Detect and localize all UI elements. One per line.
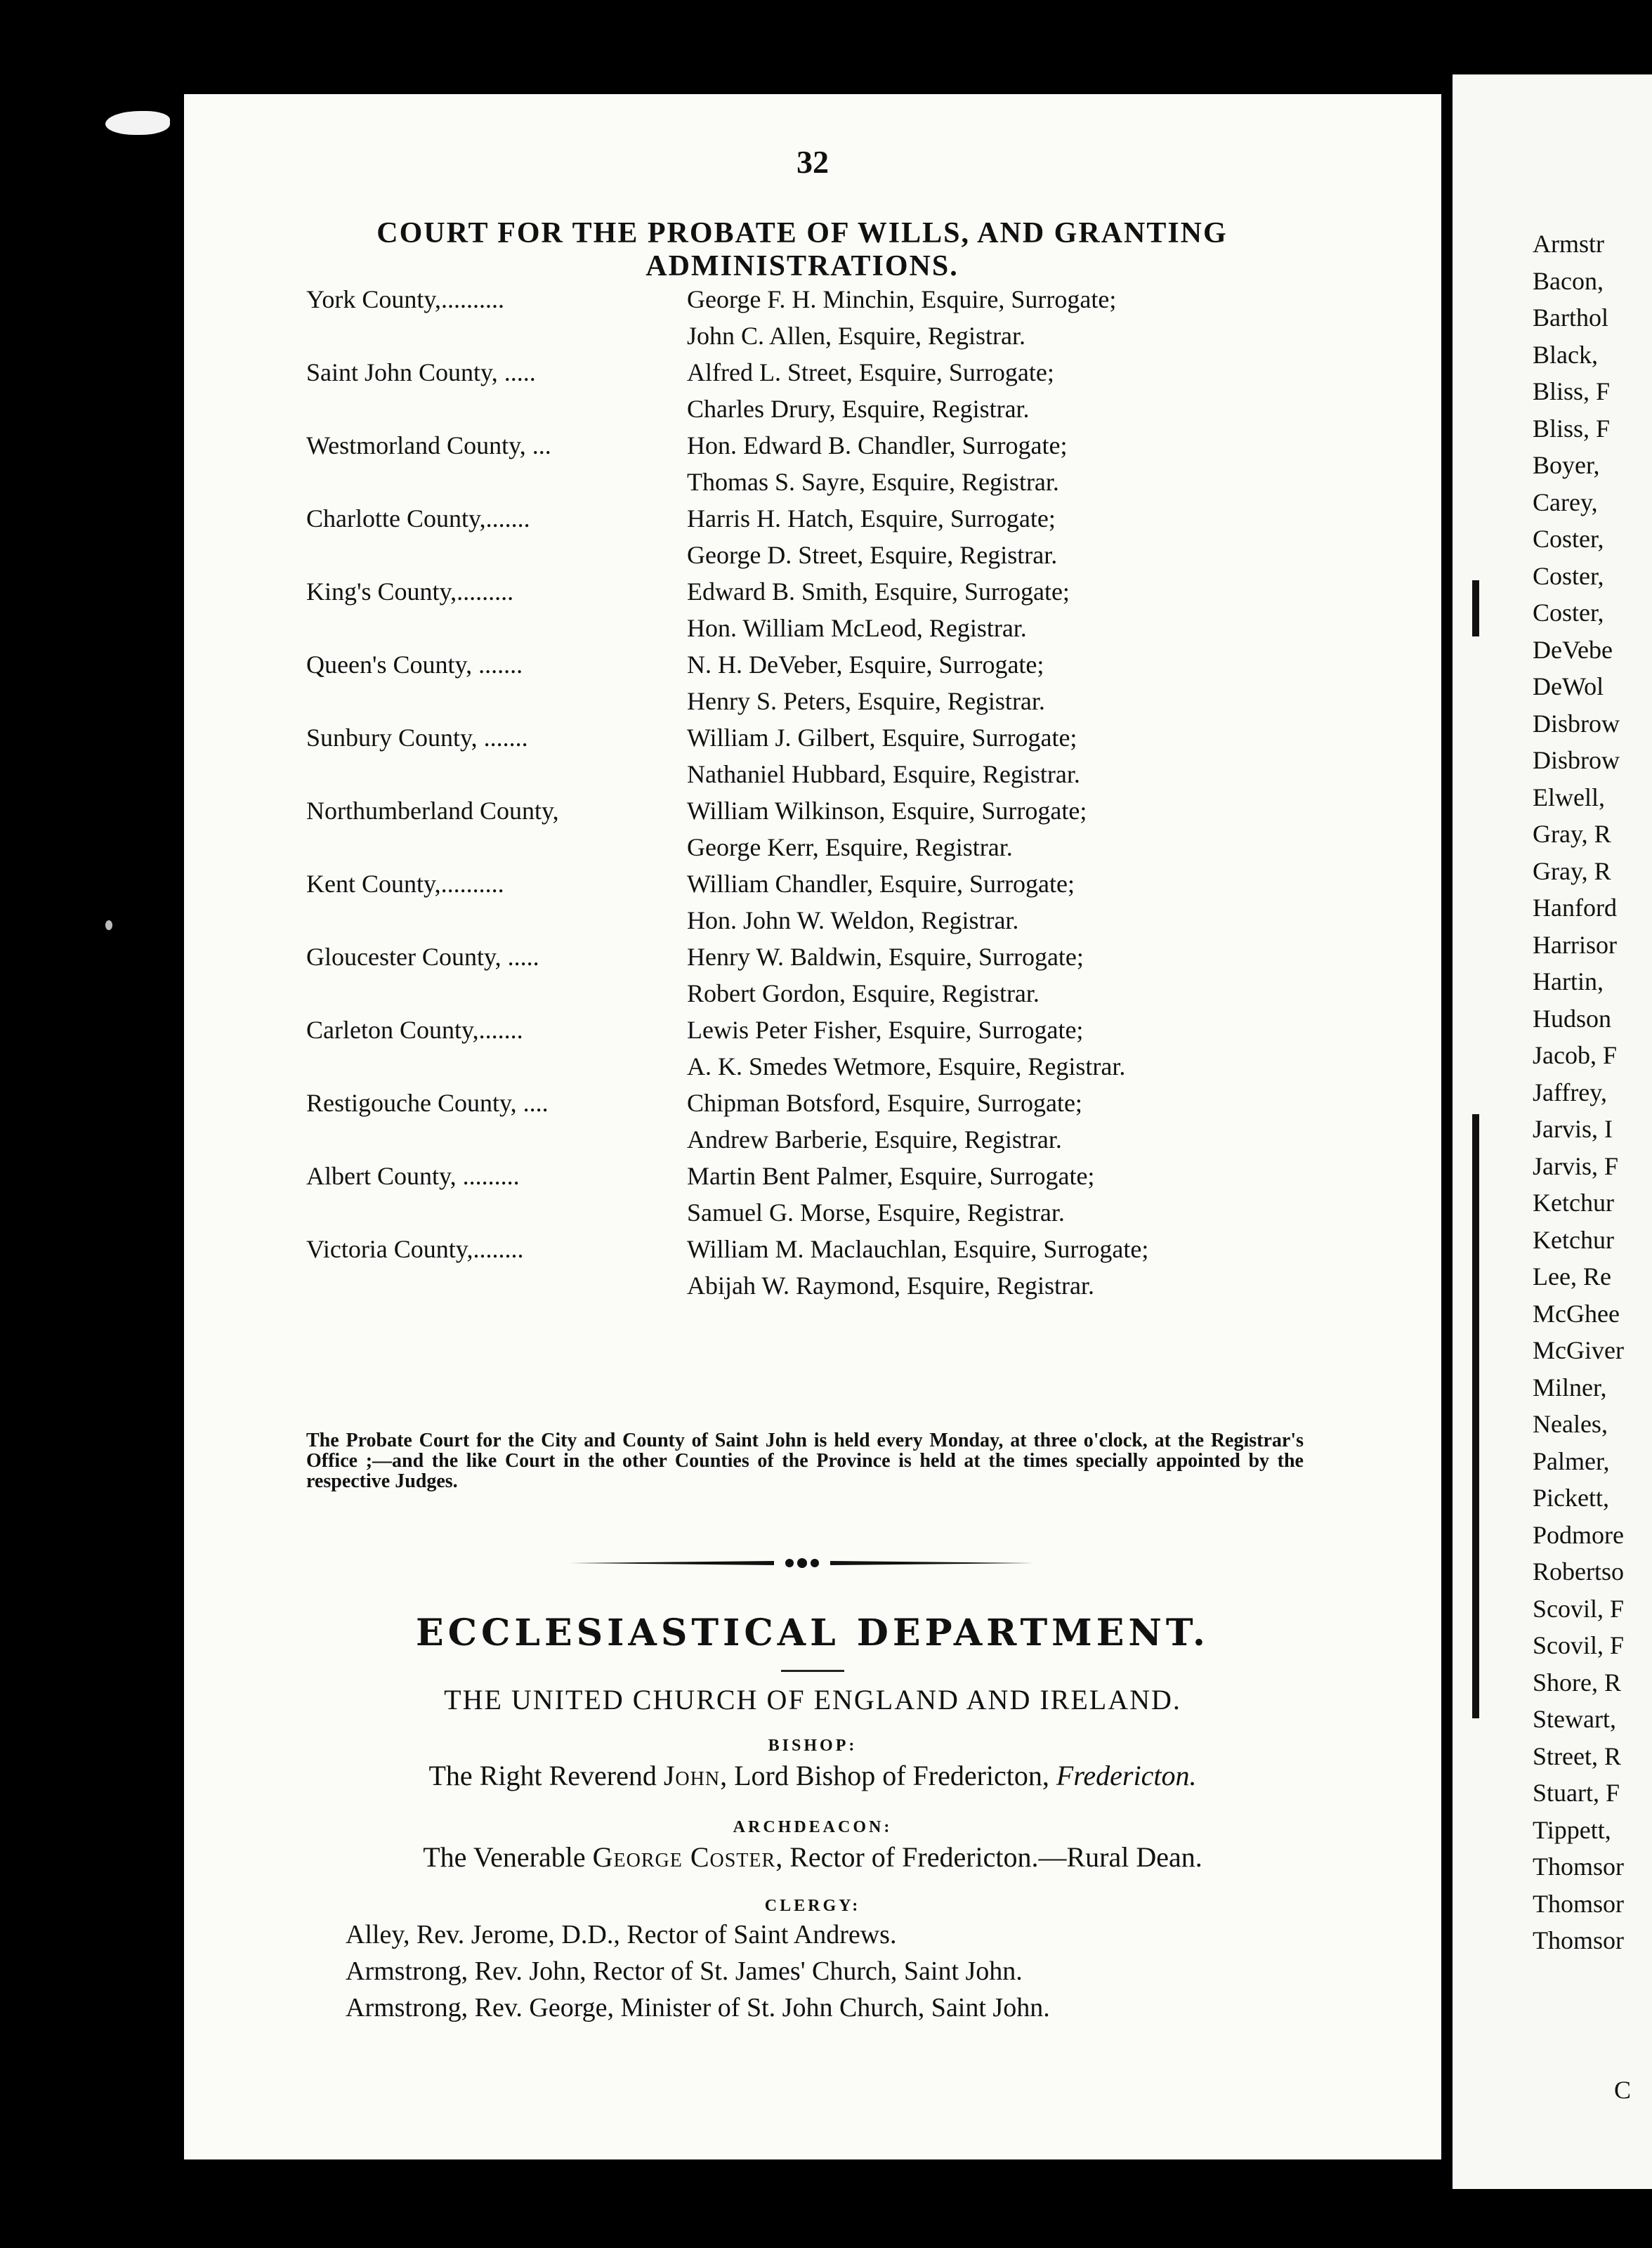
probate-entry <box>306 1231 1402 1304</box>
surrogate-line: William J. Gilbert, Esquire, Surrogate; <box>687 724 1077 752</box>
right-page-name: Jacob, F <box>1533 1041 1617 1069</box>
right-page-name: Coster, <box>1533 525 1604 553</box>
page-number: 32 <box>796 144 829 180</box>
clergy-heading: CLERGY: <box>764 1897 861 1915</box>
right-page-name: Jaffrey, <box>1533 1078 1607 1106</box>
county-name: King's County,......... <box>306 577 514 606</box>
registrar-line: Samuel G. Morse, Esquire, Registrar. <box>687 1198 1065 1227</box>
registrar-line: Henry S. Peters, Esquire, Registrar. <box>687 687 1045 715</box>
divider <box>781 1670 844 1672</box>
surrogate-line: William Wilkinson, Esquire, Surrogate; <box>687 797 1087 825</box>
county-name: Victoria County,........ <box>306 1235 524 1263</box>
right-page-name: DeVebe <box>1533 635 1613 664</box>
right-page-name: Shore, R <box>1533 1668 1621 1697</box>
bishop-line-post: , Lord Bishop of Fredericton, <box>720 1760 1056 1791</box>
county-name: Albert County, ......... <box>306 1162 520 1190</box>
county-name: Queen's County, ....... <box>306 651 523 679</box>
surrogate-line: George F. H. Minchin, Esquire, Surrogate; <box>687 285 1117 313</box>
probate-entry <box>306 1012 1402 1085</box>
registrar-line: Thomas S. Sayre, Esquire, Registrar. <box>687 468 1059 496</box>
right-page-name: Tippett, <box>1533 1815 1611 1844</box>
bishop-line <box>184 1759 1441 1792</box>
right-page-name: Scovil, F <box>1533 1631 1625 1659</box>
surrogate-line: Henry W. Baldwin, Esquire, Surrogate; <box>687 943 1084 971</box>
right-page-name: Neales, <box>1533 1410 1608 1438</box>
right-page-name: Stewart, <box>1533 1705 1616 1733</box>
right-page-name: Gray, R <box>1533 820 1611 848</box>
probate-entry <box>306 792 1402 865</box>
probate-entry <box>306 1158 1402 1231</box>
scan-artifact-dot <box>105 920 112 930</box>
archdeacon-name: George Coster <box>592 1841 776 1873</box>
right-page-name: Boyer, <box>1533 451 1600 479</box>
county-name: Sunbury County, ....... <box>306 724 528 752</box>
right-page-name: Thomsor <box>1533 1889 1624 1918</box>
bishop-place: Fredericton. <box>1056 1760 1197 1791</box>
bishop-line-pre: The Right Reverend <box>428 1760 664 1791</box>
surrogate-line: Harris H. Hatch, Esquire, Surrogate; <box>687 504 1056 532</box>
right-page-name: Barthol <box>1533 303 1608 332</box>
county-name: Charlotte County,....... <box>306 504 530 532</box>
registrar-line: Andrew Barberie, Esquire, Registrar. <box>687 1125 1062 1154</box>
county-name: Saint John County, ..... <box>306 358 536 386</box>
right-page-name: Bliss, F <box>1533 377 1611 405</box>
right-page-name: DeWol <box>1533 672 1604 700</box>
ecclesiastical-heading: ECCLESIASTICAL DEPARTMENT. <box>415 1612 1210 1654</box>
right-page-name: Bacon, <box>1533 266 1604 295</box>
registrar-line: A. K. Smedes Wetmore, Esquire, Registrar. <box>687 1052 1126 1080</box>
right-page-name: Jarvis, F <box>1533 1151 1619 1180</box>
bishop-heading: BISHOP: <box>768 1737 858 1755</box>
document-page <box>184 94 1441 2159</box>
right-page-name: Jarvis, I <box>1533 1115 1613 1143</box>
registrar-line: George D. Street, Esquire, Registrar. <box>687 541 1058 569</box>
right-page-name: Street, R <box>1533 1741 1621 1770</box>
ornamental-rule <box>570 1557 1034 1569</box>
right-page-name: Thomsor <box>1533 1926 1624 1954</box>
right-page-name: Coster, <box>1533 599 1604 627</box>
right-page-name: Pickett, <box>1533 1484 1609 1512</box>
probate-entry <box>306 646 1402 719</box>
right-page-name: Bliss, F <box>1533 414 1611 443</box>
clergy-entry: Armstrong, Rev. John, Rector of St. James' Church, Saint John. <box>346 1956 1023 1986</box>
probate-entry <box>306 865 1402 939</box>
probate-court-list <box>306 281 1402 1304</box>
county-name: Westmorland County, ... <box>306 431 551 459</box>
right-page-name: Carey, <box>1533 488 1598 516</box>
right-page-name: Ketchur <box>1533 1225 1614 1254</box>
surrogate-line: Lewis Peter Fisher, Esquire, Surrogate; <box>687 1016 1084 1044</box>
probate-entry <box>306 719 1402 792</box>
probate-note: The Probate Court for the City and County of Saint John is held every Monday, at three o'clock, at the Registrar's Office ;—and the like Court in the other Counties of the Province is held at the times specially appointed by the respective Judges. <box>306 1430 1304 1492</box>
right-page-name: Robertso <box>1533 1557 1624 1586</box>
archdeacon-line-pre: The Venerable <box>423 1841 593 1873</box>
church-title: THE UNITED CHURCH OF ENGLAND AND IRELAND. <box>444 1684 1181 1716</box>
archdeacon-heading: ARCHDEACON: <box>733 1818 893 1836</box>
county-name: Northumberland County, <box>306 797 559 825</box>
registrar-line: George Kerr, Esquire, Registrar. <box>687 833 1013 861</box>
surrogate-line: Edward B. Smith, Esquire, Surrogate; <box>687 577 1070 606</box>
right-page-name: Harrisor <box>1533 930 1617 959</box>
surrogate-line: William M. Maclauchlan, Esquire, Surrogate; <box>687 1235 1149 1263</box>
right-page-name: Disbrow <box>1533 709 1620 738</box>
right-page-name: McGiver <box>1533 1336 1624 1364</box>
right-page-name: McGhee <box>1533 1299 1620 1328</box>
right-page-name: Palmer, <box>1533 1446 1610 1475</box>
right-page-name: Armstr <box>1533 230 1604 258</box>
right-page-name: Hudson <box>1533 1004 1612 1033</box>
probate-entry <box>306 281 1402 354</box>
county-name: Kent County,.......... <box>306 870 504 898</box>
county-name: Carleton County,....... <box>306 1016 523 1044</box>
right-page-name: Hanford <box>1533 894 1617 922</box>
registrar-line: Abijah W. Raymond, Esquire, Registrar. <box>687 1272 1094 1300</box>
right-page-name: Hartin, <box>1533 967 1604 995</box>
right-page-name: Scovil, F <box>1533 1594 1625 1623</box>
right-page-name: Stuart, F <box>1533 1779 1620 1807</box>
surrogate-line: William Chandler, Esquire, Surrogate; <box>687 870 1075 898</box>
right-page-name: Thomsor <box>1533 1852 1624 1881</box>
probate-entry <box>306 354 1402 427</box>
right-page-name: Ketchur <box>1533 1189 1614 1217</box>
probate-entry <box>306 500 1402 573</box>
margin-rule <box>1472 1114 1479 1718</box>
right-page-name: Podmore <box>1533 1520 1624 1549</box>
surrogate-line: Chipman Botsford, Esquire, Surrogate; <box>687 1089 1082 1117</box>
court-title: COURT FOR THE PROBATE OF WILLS, AND GRANTING ADMINISTRATIONS. <box>376 217 1228 282</box>
county-name: York County,.......... <box>306 285 505 313</box>
probate-entry <box>306 939 1402 1012</box>
adjacent-page <box>1453 74 1652 2189</box>
registrar-line: John C. Allen, Esquire, Registrar. <box>687 322 1025 350</box>
clergy-entry: Alley, Rev. Jerome, D.D., Rector of Saint Andrews. <box>346 1920 897 1949</box>
clergy-entry: Armstrong, Rev. George, Minister of St. John Church, Saint John. <box>346 1993 1050 2022</box>
registrar-line: Hon. William McLeod, Registrar. <box>687 614 1027 642</box>
registrar-line: Charles Drury, Esquire, Registrar. <box>687 395 1030 423</box>
bishop-name: John <box>663 1760 721 1791</box>
right-page-name: Milner, <box>1533 1373 1607 1401</box>
probate-entry <box>306 573 1402 646</box>
right-page-name: Disbrow <box>1533 746 1620 774</box>
scan-artifact <box>105 111 170 135</box>
right-page-name: C <box>1614 2076 1632 2104</box>
right-page-name: Black, <box>1533 340 1598 369</box>
surrogate-line: Hon. Edward B. Chandler, Surrogate; <box>687 431 1068 459</box>
surrogate-line: Martin Bent Palmer, Esquire, Surrogate; <box>687 1162 1095 1190</box>
surrogate-line: Alfred L. Street, Esquire, Surrogate; <box>687 358 1054 386</box>
probate-entry <box>306 1085 1402 1158</box>
county-name: Gloucester County, ..... <box>306 943 539 971</box>
right-page-name: Gray, R <box>1533 856 1611 885</box>
probate-entry <box>306 427 1402 500</box>
margin-rule <box>1472 580 1479 636</box>
right-page-name: Coster, <box>1533 561 1604 590</box>
surrogate-line: N. H. DeVeber, Esquire, Surrogate; <box>687 651 1044 679</box>
registrar-line: Robert Gordon, Esquire, Registrar. <box>687 979 1040 1007</box>
registrar-line: Hon. John W. Weldon, Registrar. <box>687 906 1019 934</box>
archdeacon-line-post: , Rector of Fredericton.—Rural Dean. <box>775 1841 1202 1873</box>
registrar-line: Nathaniel Hubbard, Esquire, Registrar. <box>687 760 1080 788</box>
right-page-name: Elwell, <box>1533 783 1605 811</box>
archdeacon-line <box>184 1841 1441 1874</box>
right-page-name: Lee, Re <box>1533 1262 1611 1290</box>
county-name: Restigouche County, .... <box>306 1089 549 1117</box>
